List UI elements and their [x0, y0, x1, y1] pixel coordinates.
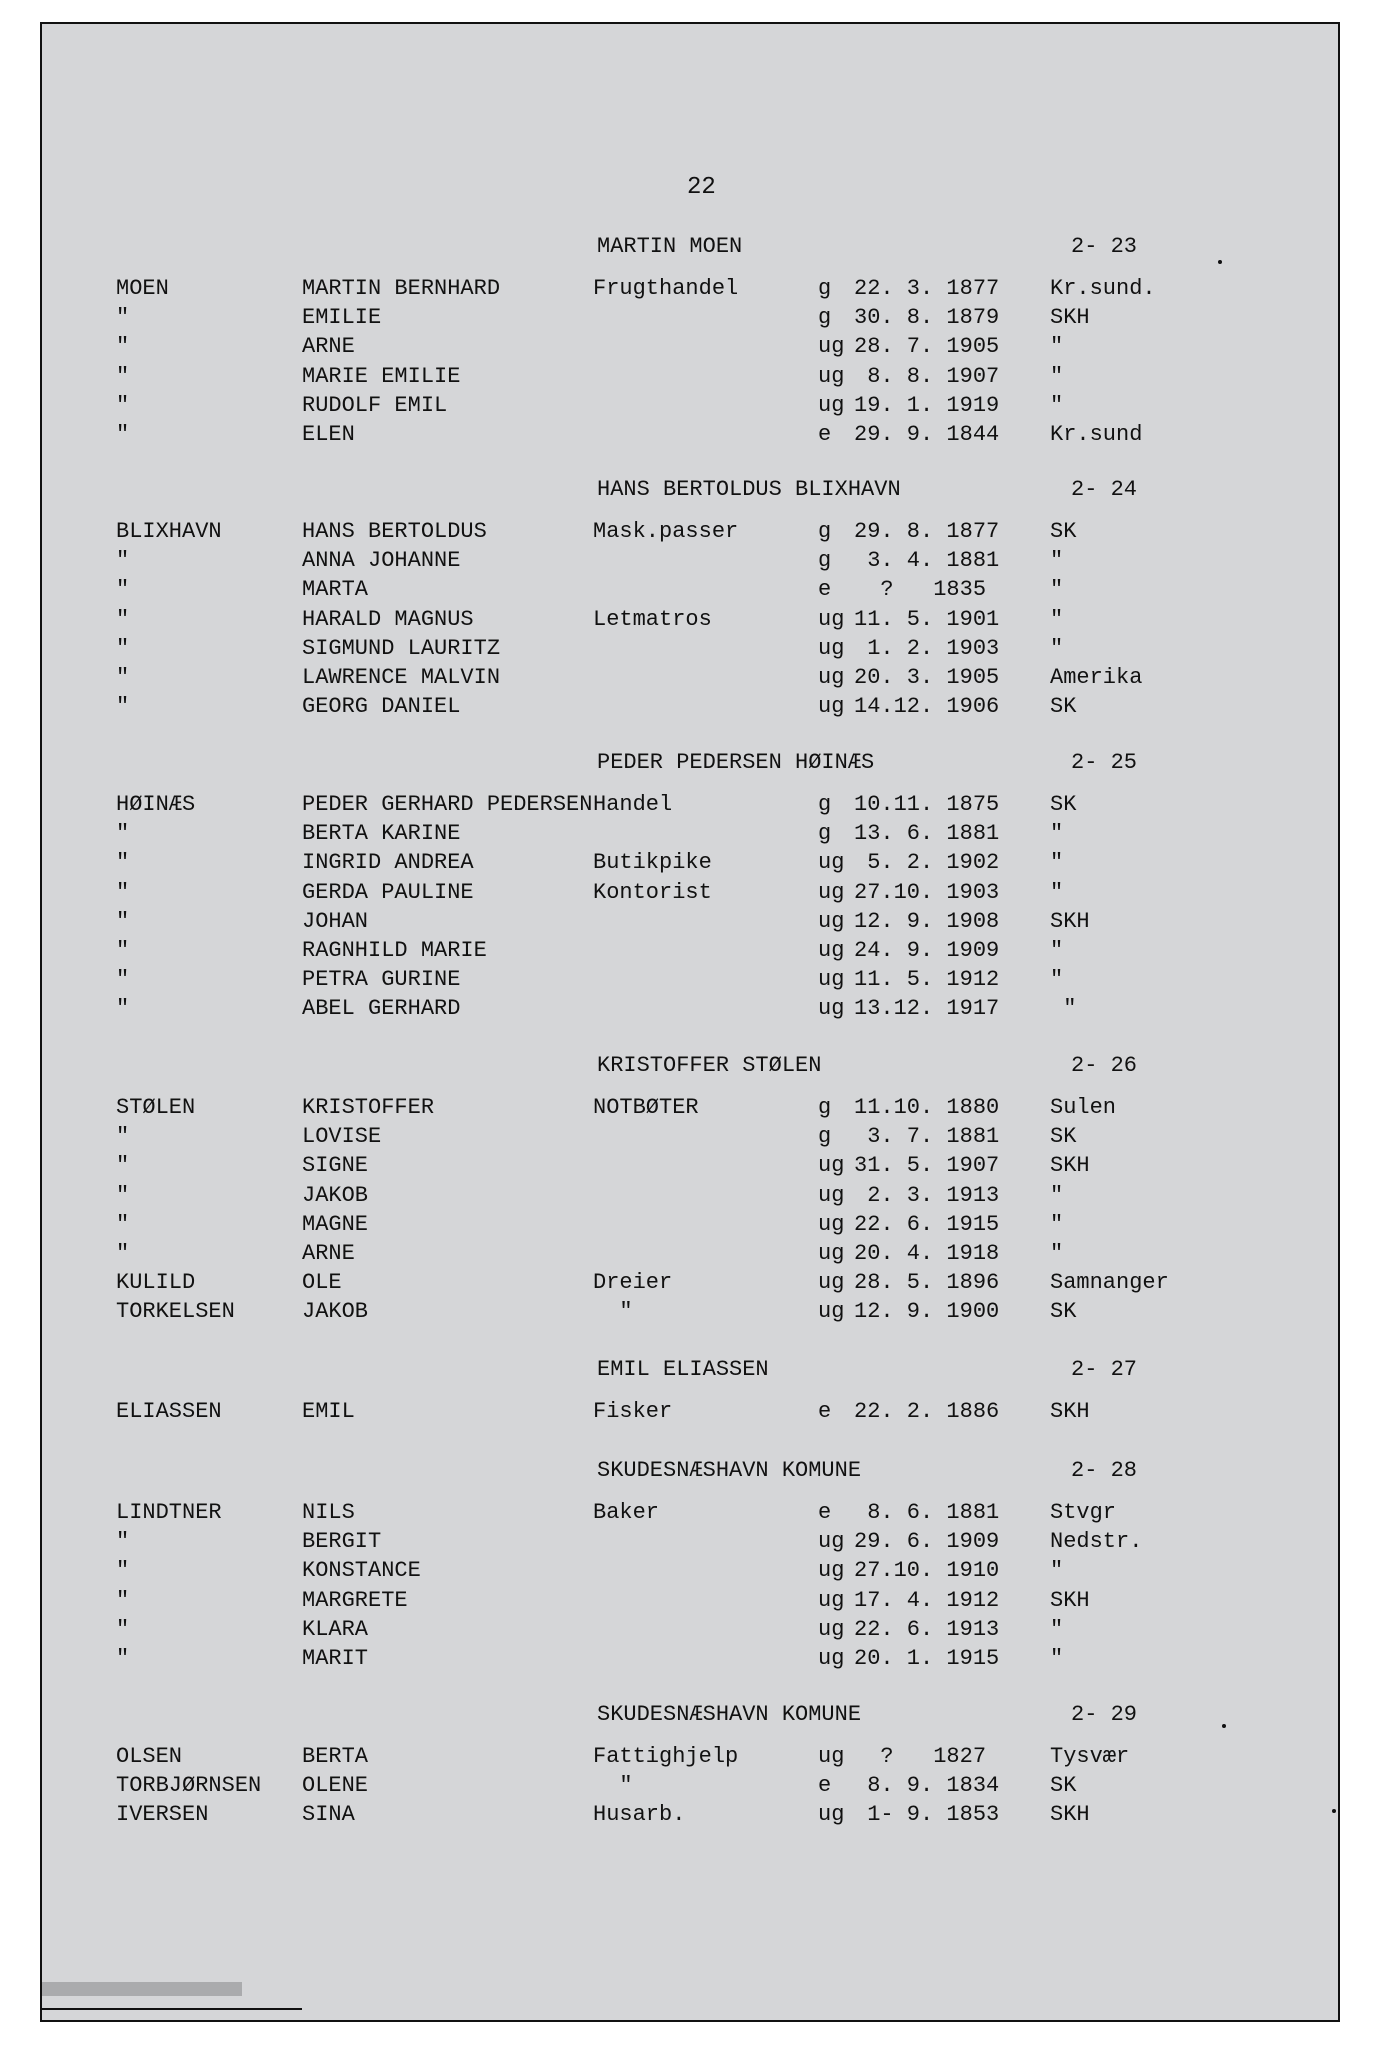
- date-cell: 20. 3. 1905: [854, 665, 1000, 690]
- status-cell: e: [818, 1773, 832, 1799]
- status-cell: g: [818, 276, 832, 301]
- surname-cell: ": [116, 850, 130, 876]
- date-cell: 8. 9. 1834: [854, 1773, 1000, 1799]
- status-cell: e: [818, 1500, 832, 1525]
- status-cell: ug: [818, 879, 845, 905]
- occupation-cell: Letmatros: [593, 606, 712, 632]
- register-row: [42, 605, 1340, 635]
- first-name-cell: SIGNE: [302, 1153, 369, 1179]
- status-cell: e: [818, 1399, 832, 1424]
- date-cell: 28. 5. 1896: [854, 1270, 1000, 1296]
- place-cell: ": [1050, 334, 1064, 360]
- occupation-cell: Dreier: [593, 1270, 673, 1296]
- occupation-cell: Frugthandel: [593, 276, 739, 301]
- status-cell: ug: [818, 334, 845, 360]
- date-cell: 11. 5. 1912: [854, 967, 1000, 993]
- register-row: [42, 362, 1340, 392]
- surname-cell: STØLEN: [116, 1095, 196, 1120]
- date-cell: 2. 3. 1913: [854, 1182, 1000, 1208]
- date-cell: 30. 8. 1879: [854, 305, 1000, 331]
- surname-cell: TORBJØRNSEN: [116, 1773, 262, 1799]
- date-cell: 22. 6. 1915: [854, 1211, 1000, 1237]
- register-row: [42, 848, 1340, 878]
- place-cell: SKH: [1050, 1802, 1090, 1828]
- surname-cell: MOEN: [116, 276, 169, 301]
- date-cell: 1. 2. 1903: [854, 635, 1000, 661]
- first-name-cell: ARNE: [302, 334, 355, 360]
- section-title: SKUDESNÆSHAVN KOMUNE: [597, 1458, 862, 1483]
- register-row: [42, 1556, 1340, 1586]
- register-row: [42, 274, 1340, 304]
- place-cell: SK: [1050, 1124, 1077, 1150]
- first-name-cell: JOHAN: [302, 908, 369, 934]
- status-cell: ug: [818, 1241, 845, 1266]
- first-name-cell: GEORG DANIEL: [302, 694, 461, 720]
- surname-cell: ": [116, 908, 130, 934]
- place-cell: SKH: [1050, 1399, 1090, 1424]
- register-row: [42, 994, 1340, 1024]
- register-row: [42, 1742, 1340, 1772]
- surname-cell: ": [116, 1182, 130, 1208]
- register-row: [42, 517, 1340, 547]
- first-name-cell: MARGRETE: [302, 1587, 408, 1613]
- register-row: [42, 1268, 1340, 1298]
- first-name-cell: EMILIE: [302, 305, 382, 331]
- surname-cell: IVERSEN: [116, 1802, 209, 1828]
- surname-cell: BLIXHAVN: [116, 519, 222, 544]
- surname-cell: ": [116, 422, 130, 447]
- section-code: 2- 26: [1071, 1053, 1138, 1078]
- surname-cell: ": [116, 1529, 130, 1555]
- register-row: [42, 907, 1340, 937]
- place-cell: Stvgr: [1050, 1500, 1117, 1525]
- place-cell: ": [1050, 635, 1064, 661]
- section-header: [42, 1051, 1340, 1081]
- status-cell: ug: [818, 908, 845, 934]
- date-cell: 10.11. 1875: [854, 792, 1000, 817]
- first-name-cell: SINA: [302, 1802, 355, 1828]
- first-name-cell: LOVISE: [302, 1124, 382, 1150]
- status-cell: ug: [818, 1587, 845, 1613]
- occupation-cell: NOTBØTER: [593, 1095, 699, 1120]
- register-row: [42, 1297, 1340, 1327]
- place-cell: Kr.sund.: [1050, 276, 1156, 301]
- section-code: 2- 23: [1071, 234, 1138, 259]
- register-row: [42, 1527, 1340, 1557]
- date-cell: 11. 5. 1901: [854, 606, 1000, 632]
- register-row: [42, 332, 1340, 362]
- first-name-cell: JAKOB: [302, 1182, 369, 1208]
- status-cell: ug: [818, 967, 845, 993]
- status-cell: ug: [818, 694, 845, 720]
- surname-cell: ": [116, 305, 130, 331]
- first-name-cell: ABEL GERHARD: [302, 996, 461, 1022]
- register-row: [42, 420, 1340, 450]
- first-name-cell: KRISTOFFER: [302, 1095, 435, 1120]
- occupation-cell: Butikpike: [593, 850, 712, 876]
- register-row: [42, 634, 1340, 664]
- place-cell: ": [1050, 606, 1064, 632]
- surname-cell: ": [116, 548, 130, 574]
- place-cell: Amerika: [1050, 665, 1143, 690]
- register-row: [42, 1771, 1340, 1801]
- section-header: [42, 232, 1340, 262]
- occupation-cell: Baker: [593, 1500, 660, 1525]
- register-row: [42, 1498, 1340, 1528]
- place-cell: SK: [1050, 519, 1077, 544]
- status-cell: ug: [818, 363, 845, 389]
- status-cell: g: [818, 519, 832, 544]
- first-name-cell: JAKOB: [302, 1299, 369, 1325]
- register-row: [42, 1239, 1340, 1269]
- place-cell: SK: [1050, 792, 1077, 817]
- first-name-cell: SIGMUND LAURITZ: [302, 635, 501, 661]
- surname-cell: ": [116, 694, 130, 720]
- first-name-cell: OLE: [302, 1270, 342, 1296]
- register-row: [42, 965, 1340, 995]
- status-cell: g: [818, 305, 832, 331]
- occupation-cell: Fattighjelp: [593, 1744, 739, 1769]
- first-name-cell: BERTA: [302, 1744, 369, 1769]
- surname-cell: OLSEN: [116, 1744, 183, 1769]
- status-cell: ug: [818, 635, 845, 661]
- section-title: MARTIN MOEN: [597, 234, 743, 259]
- first-name-cell: ARNE: [302, 1241, 355, 1266]
- first-name-cell: EMIL: [302, 1399, 355, 1424]
- place-cell: ": [1050, 1211, 1064, 1237]
- status-cell: g: [818, 792, 832, 817]
- place-cell: ": [1050, 1241, 1064, 1266]
- first-name-cell: RAGNHILD MARIE: [302, 938, 487, 963]
- register-row: [42, 1181, 1340, 1211]
- status-cell: ug: [818, 1270, 845, 1296]
- register-row: [42, 1615, 1340, 1645]
- surname-cell: LINDTNER: [116, 1500, 222, 1525]
- register-row: [42, 1644, 1340, 1674]
- date-cell: 8. 8. 1907: [854, 363, 1000, 389]
- first-name-cell: KONSTANCE: [302, 1558, 421, 1584]
- section-header: [42, 475, 1340, 505]
- place-cell: ": [1050, 996, 1077, 1022]
- section-code: 2- 25: [1071, 750, 1138, 775]
- date-cell: 11.10. 1880: [854, 1095, 1000, 1120]
- surname-cell: ": [116, 938, 130, 963]
- status-cell: ug: [818, 1153, 845, 1179]
- status-cell: ug: [818, 850, 845, 876]
- date-cell: 3. 4. 1881: [854, 548, 1000, 574]
- surname-cell: ": [116, 1211, 130, 1237]
- surname-cell: ": [116, 635, 130, 661]
- surname-cell: ": [116, 392, 130, 418]
- date-cell: 22. 6. 1913: [854, 1616, 1000, 1642]
- first-name-cell: ANNA JOHANNE: [302, 548, 461, 574]
- place-cell: ": [1050, 363, 1064, 389]
- first-name-cell: PEDER GERHARD PEDERSEN: [302, 792, 593, 817]
- section-header: [42, 1355, 1340, 1385]
- surname-cell: ": [116, 606, 130, 632]
- first-name-cell: HANS BERTOLDUS: [302, 519, 487, 544]
- section-title: HANS BERTOLDUS BLIXHAVN: [597, 477, 901, 502]
- place-cell: SK: [1050, 694, 1077, 720]
- place-cell: ": [1050, 938, 1064, 963]
- status-cell: ug: [818, 996, 845, 1022]
- surname-cell: ": [116, 665, 130, 690]
- first-name-cell: HARALD MAGNUS: [302, 606, 474, 632]
- section-code: 2- 27: [1071, 1357, 1138, 1382]
- surname-cell: ": [116, 577, 130, 603]
- date-cell: 8. 6. 1881: [854, 1500, 1000, 1525]
- surname-cell: ": [116, 1558, 130, 1584]
- status-cell: g: [818, 548, 832, 574]
- place-cell: ": [1050, 821, 1064, 847]
- date-cell: 5. 2. 1902: [854, 850, 1000, 876]
- date-cell: 19. 1. 1919: [854, 392, 1000, 418]
- date-cell: 27.10. 1903: [854, 879, 1000, 905]
- first-name-cell: GERDA PAULINE: [302, 879, 474, 905]
- date-cell: 14.12. 1906: [854, 694, 1000, 720]
- surname-cell: ": [116, 1616, 130, 1642]
- bottom-rule: [42, 2008, 302, 2010]
- surname-cell: ": [116, 1587, 130, 1613]
- place-cell: Sulen: [1050, 1095, 1117, 1120]
- section-title: PEDER PEDERSEN HØINÆS: [597, 750, 875, 775]
- surname-cell: ": [116, 821, 130, 847]
- register-row: [42, 303, 1340, 333]
- page-number: 22: [687, 174, 716, 201]
- place-cell: ": [1050, 392, 1064, 418]
- place-cell: SKH: [1050, 305, 1090, 331]
- first-name-cell: BERGIT: [302, 1529, 382, 1555]
- register-row: [42, 878, 1340, 908]
- date-cell: 28. 7. 1905: [854, 334, 1000, 360]
- place-cell: ": [1050, 548, 1064, 574]
- status-cell: ug: [818, 1558, 845, 1584]
- place-cell: ": [1050, 1646, 1064, 1671]
- surname-cell: ELIASSEN: [116, 1399, 222, 1424]
- section-title: KRISTOFFER STØLEN: [597, 1053, 822, 1078]
- place-cell: ": [1050, 577, 1064, 603]
- place-cell: Kr.sund: [1050, 422, 1143, 447]
- surname-cell: KULILD: [116, 1270, 196, 1296]
- place-cell: Tysvær: [1050, 1744, 1130, 1769]
- occupation-cell: Kontorist: [593, 879, 712, 905]
- status-cell: ug: [818, 1802, 845, 1828]
- place-cell: ": [1050, 1182, 1064, 1208]
- place-cell: ": [1050, 1558, 1064, 1584]
- speck-mark: [1218, 260, 1222, 264]
- place-cell: SKH: [1050, 1153, 1090, 1179]
- first-name-cell: OLENE: [302, 1773, 369, 1799]
- section-code: 2- 24: [1071, 477, 1138, 502]
- first-name-cell: NILS: [302, 1500, 355, 1525]
- place-cell: Samnanger: [1050, 1270, 1169, 1296]
- date-cell: 1- 9. 1853: [854, 1802, 1000, 1828]
- register-row: [42, 546, 1340, 576]
- first-name-cell: ELEN: [302, 422, 355, 447]
- surname-cell: HØINÆS: [116, 792, 196, 817]
- date-cell: 22. 3. 1877: [854, 276, 1000, 301]
- status-cell: ug: [818, 1529, 845, 1555]
- register-row: [42, 575, 1340, 605]
- place-cell: ": [1050, 850, 1064, 876]
- register-row: [42, 692, 1340, 722]
- place-cell: ": [1050, 1616, 1064, 1642]
- section-header: [42, 1456, 1340, 1486]
- surname-cell: ": [116, 879, 130, 905]
- status-cell: ug: [818, 1616, 845, 1642]
- date-cell: 29. 8. 1877: [854, 519, 1000, 544]
- section-code: 2- 28: [1071, 1458, 1138, 1483]
- register-row: [42, 1397, 1340, 1427]
- status-cell: ug: [818, 1646, 845, 1671]
- date-cell: 20. 1. 1915: [854, 1646, 1000, 1671]
- section-title: EMIL ELIASSEN: [597, 1357, 769, 1382]
- register-row: [42, 1586, 1340, 1616]
- date-cell: 17. 4. 1912: [854, 1587, 1000, 1613]
- register-row: [42, 1800, 1340, 1830]
- date-cell: 29. 9. 1844: [854, 422, 1000, 447]
- date-cell: 27.10. 1910: [854, 1558, 1000, 1584]
- status-cell: e: [818, 422, 832, 447]
- surname-cell: ": [116, 334, 130, 360]
- register-row: [42, 790, 1340, 820]
- status-cell: ug: [818, 938, 845, 963]
- first-name-cell: INGRID ANDREA: [302, 850, 474, 876]
- date-cell: 13.12. 1917: [854, 996, 1000, 1022]
- register-row: [42, 936, 1340, 966]
- register-row: [42, 1122, 1340, 1152]
- scan-smudge: [42, 1982, 242, 1996]
- status-cell: e: [818, 577, 832, 603]
- status-cell: ug: [818, 392, 845, 418]
- first-name-cell: MARTA: [302, 577, 369, 603]
- surname-cell: ": [116, 996, 130, 1022]
- status-cell: g: [818, 821, 832, 847]
- speck-mark: [1332, 1809, 1336, 1813]
- occupation-cell: Fisker: [593, 1399, 673, 1424]
- register-row: [42, 819, 1340, 849]
- date-cell: 3. 7. 1881: [854, 1124, 1000, 1150]
- first-name-cell: MAGNE: [302, 1211, 369, 1237]
- place-cell: ": [1050, 967, 1064, 993]
- date-cell: 22. 2. 1886: [854, 1399, 1000, 1424]
- first-name-cell: MARIE EMILIE: [302, 363, 461, 389]
- surname-cell: ": [116, 363, 130, 389]
- speck-mark: [1222, 1724, 1226, 1728]
- first-name-cell: BERTA KARINE: [302, 821, 461, 847]
- status-cell: g: [818, 1095, 832, 1120]
- surname-cell: ": [116, 1241, 130, 1266]
- date-cell: 20. 4. 1918: [854, 1241, 1000, 1266]
- date-cell: 24. 9. 1909: [854, 938, 1000, 963]
- place-cell: Nedstr.: [1050, 1529, 1143, 1555]
- first-name-cell: LAWRENCE MALVIN: [302, 665, 501, 690]
- surname-cell: TORKELSEN: [116, 1299, 235, 1325]
- section-code: 2- 29: [1071, 1702, 1138, 1727]
- surname-cell: ": [116, 967, 130, 993]
- first-name-cell: RUDOLF EMIL: [302, 392, 448, 418]
- section-header: [42, 1700, 1340, 1730]
- occupation-cell: Handel: [593, 792, 673, 817]
- status-cell: ug: [818, 1744, 845, 1769]
- register-row: [42, 1151, 1340, 1181]
- register-row: [42, 1210, 1340, 1240]
- surname-cell: ": [116, 1646, 130, 1671]
- status-cell: ug: [818, 1299, 845, 1325]
- occupation-cell: ": [593, 1773, 633, 1799]
- place-cell: ": [1050, 879, 1064, 905]
- status-cell: g: [818, 1124, 832, 1150]
- register-row: [42, 1093, 1340, 1123]
- date-cell: 29. 6. 1909: [854, 1529, 1000, 1555]
- place-cell: SK: [1050, 1299, 1077, 1325]
- date-cell: ? 1835: [854, 577, 987, 603]
- first-name-cell: MARIT: [302, 1646, 369, 1671]
- date-cell: 12. 9. 1908: [854, 908, 1000, 934]
- status-cell: ug: [818, 1211, 845, 1237]
- surname-cell: ": [116, 1153, 130, 1179]
- document-page: [40, 22, 1340, 2022]
- place-cell: SK: [1050, 1773, 1077, 1799]
- occupation-cell: Mask.passer: [593, 519, 739, 544]
- occupation-cell: ": [593, 1299, 633, 1325]
- first-name-cell: MARTIN BERNHARD: [302, 276, 501, 301]
- date-cell: ? 1827: [854, 1744, 987, 1769]
- status-cell: ug: [818, 606, 845, 632]
- surname-cell: ": [116, 1124, 130, 1150]
- occupation-cell: Husarb.: [593, 1802, 686, 1828]
- register-row: [42, 663, 1340, 693]
- register-row: [42, 391, 1340, 421]
- section-header: [42, 748, 1340, 778]
- first-name-cell: PETRA GURINE: [302, 967, 461, 993]
- section-title: SKUDESNÆSHAVN KOMUNE: [597, 1702, 862, 1727]
- date-cell: 13. 6. 1881: [854, 821, 1000, 847]
- date-cell: 12. 9. 1900: [854, 1299, 1000, 1325]
- place-cell: SKH: [1050, 1587, 1090, 1613]
- status-cell: ug: [818, 1182, 845, 1208]
- date-cell: 31. 5. 1907: [854, 1153, 1000, 1179]
- status-cell: ug: [818, 665, 845, 690]
- place-cell: SKH: [1050, 908, 1090, 934]
- first-name-cell: KLARA: [302, 1616, 369, 1642]
